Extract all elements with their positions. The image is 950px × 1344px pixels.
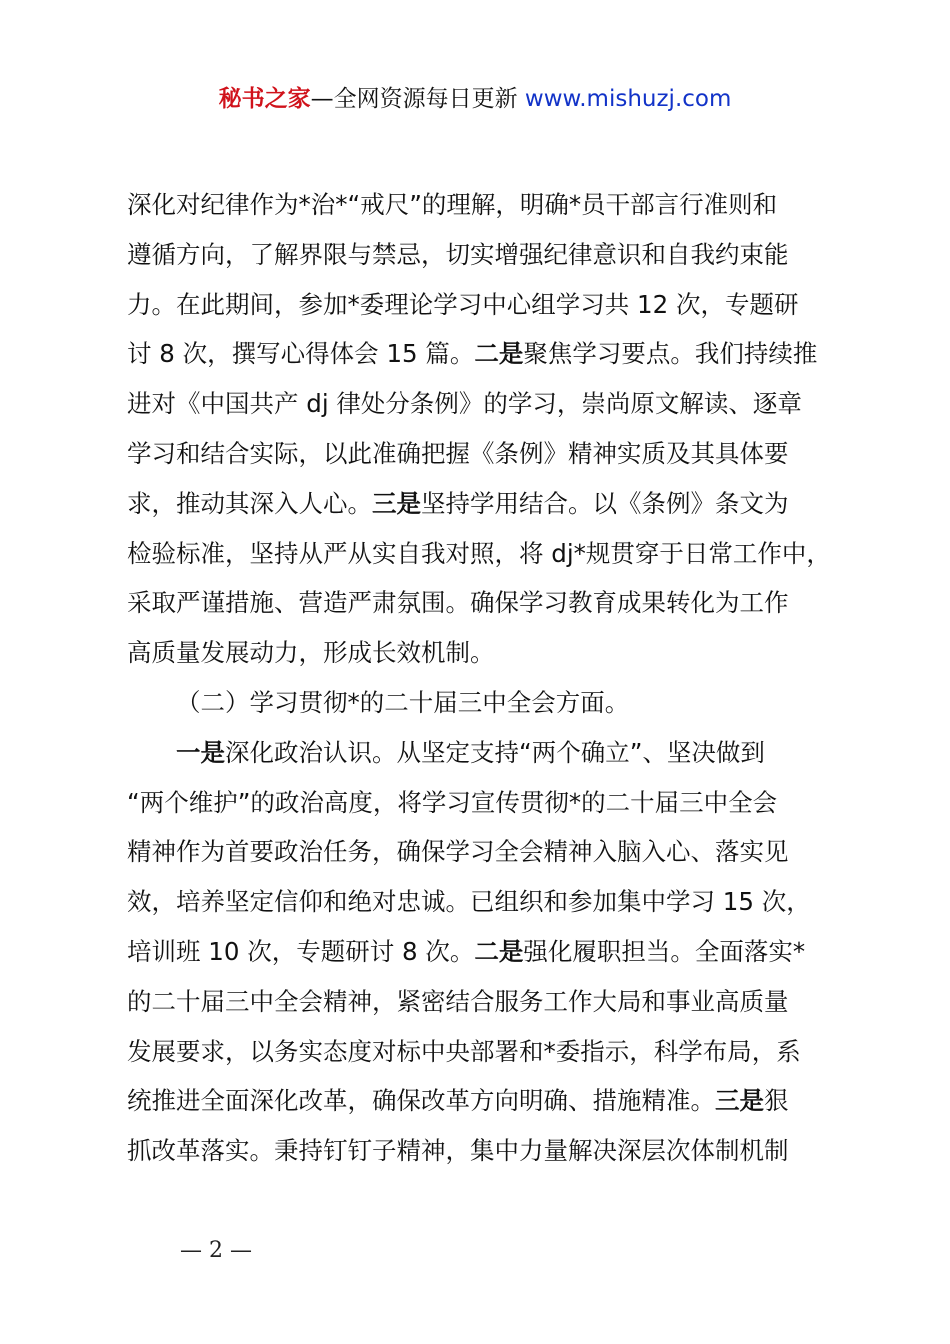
text-segment: 采取严谨措施、营造严肃氛围。确保学习教育成果转化为工作 bbox=[127, 588, 789, 618]
text-line bbox=[127, 628, 833, 678]
text-segment: 狠 bbox=[764, 1086, 789, 1116]
site-header bbox=[0, 80, 950, 113]
text-line bbox=[127, 778, 833, 828]
text-line bbox=[127, 529, 833, 579]
text-segment: 坚持学用结合。以《条例》条文为 bbox=[421, 488, 789, 518]
text-line bbox=[127, 1126, 833, 1176]
text-segment: 聚焦学习要点。我们持续推 bbox=[523, 339, 818, 369]
header-url-link[interactable]: www.mishuzj.com bbox=[524, 86, 732, 112]
text-segment: 深化对纪律作为*治*“戒尺”的理解，明确*员干部言行准则和 bbox=[127, 190, 778, 219]
text-line bbox=[127, 1076, 833, 1126]
text-segment: 求，推动其深入人心。 bbox=[127, 488, 372, 518]
text-line bbox=[127, 827, 833, 877]
text-segment: 学习和结合实际，以此准确把握《条例》精神实质及其具体要 bbox=[127, 438, 789, 468]
text-segment: 检验标准，坚持从严从实自我对照，将 dj*规贯穿于日常工作中， bbox=[127, 538, 831, 568]
text-line bbox=[127, 1027, 833, 1077]
header-slogan: —全网资源每日更新 bbox=[310, 86, 525, 112]
bold-marker: 三是 bbox=[715, 1086, 764, 1116]
text-segment: 讨 8 次，撰写心得体会 15 篇。 bbox=[127, 339, 475, 369]
text-line bbox=[127, 329, 833, 379]
text-segment: 培训班 10 次，专题研讨 8 次。 bbox=[127, 936, 475, 966]
text-line bbox=[127, 578, 833, 628]
text-segment: 的二十届三中全会精神，紧密结合服务工作大局和事业高质量 bbox=[127, 986, 789, 1016]
text-segment: 发展要求，以务实态度对标中央部署和*委指示，科学布局，系 bbox=[127, 1036, 801, 1066]
bold-marker: 一是 bbox=[176, 737, 225, 767]
text-segment: 遵循方向，了解界限与禁忌，切实增强纪律意识和自我约束能 bbox=[127, 239, 789, 269]
header-brand: 秘书之家 bbox=[218, 86, 311, 112]
text-line bbox=[127, 180, 833, 230]
text-line bbox=[127, 379, 833, 429]
text-line bbox=[127, 479, 833, 529]
text-line bbox=[127, 280, 833, 330]
document-body bbox=[127, 180, 833, 1176]
text-line bbox=[127, 927, 833, 977]
bold-marker: 三是 bbox=[372, 488, 421, 518]
text-line bbox=[127, 429, 833, 479]
text-segment: 强化履职担当。全面落实* bbox=[523, 936, 806, 966]
text-segment: 效，培养坚定信仰和绝对忠诚。已组织和参加集中学习 15 次， bbox=[127, 887, 811, 917]
text-segment: 深化政治认识。从坚定支持“两个确立”、坚决做到 bbox=[225, 737, 765, 767]
text-segment: 高质量发展动力，形成长效机制。 bbox=[127, 638, 495, 668]
text-segment: “两个维护”的政治高度，将学习宣传贯彻*的二十届三中全会 bbox=[127, 787, 778, 817]
text-segment: 进对《中国共产 dj 律处分条例》的学习，崇尚原文解读、逐章 bbox=[127, 389, 802, 419]
bold-marker: 二是 bbox=[474, 339, 524, 369]
text-line bbox=[127, 728, 833, 778]
text-line bbox=[127, 230, 833, 280]
text-segment: 抓改革落实。秉持钉钉子精神，集中力量解决深层次体制机制 bbox=[127, 1136, 789, 1166]
page-number: — 2 — bbox=[180, 1238, 252, 1263]
text-segment: （二）学习贯彻*的二十届三中全会方面。 bbox=[176, 687, 630, 717]
text-line bbox=[127, 678, 833, 728]
bold-marker: 二是 bbox=[474, 936, 524, 966]
text-segment: 力。在此期间，参加*委理论学习中心组学习共 12 次，专题研 bbox=[127, 289, 799, 319]
text-segment: 精神作为首要政治任务，确保学习全会精神入脑入心、落实见 bbox=[127, 837, 789, 867]
text-line bbox=[127, 877, 833, 927]
text-line bbox=[127, 977, 833, 1027]
text-segment: 统推进全面深化改革，确保改革方向明确、措施精准。 bbox=[127, 1086, 715, 1116]
